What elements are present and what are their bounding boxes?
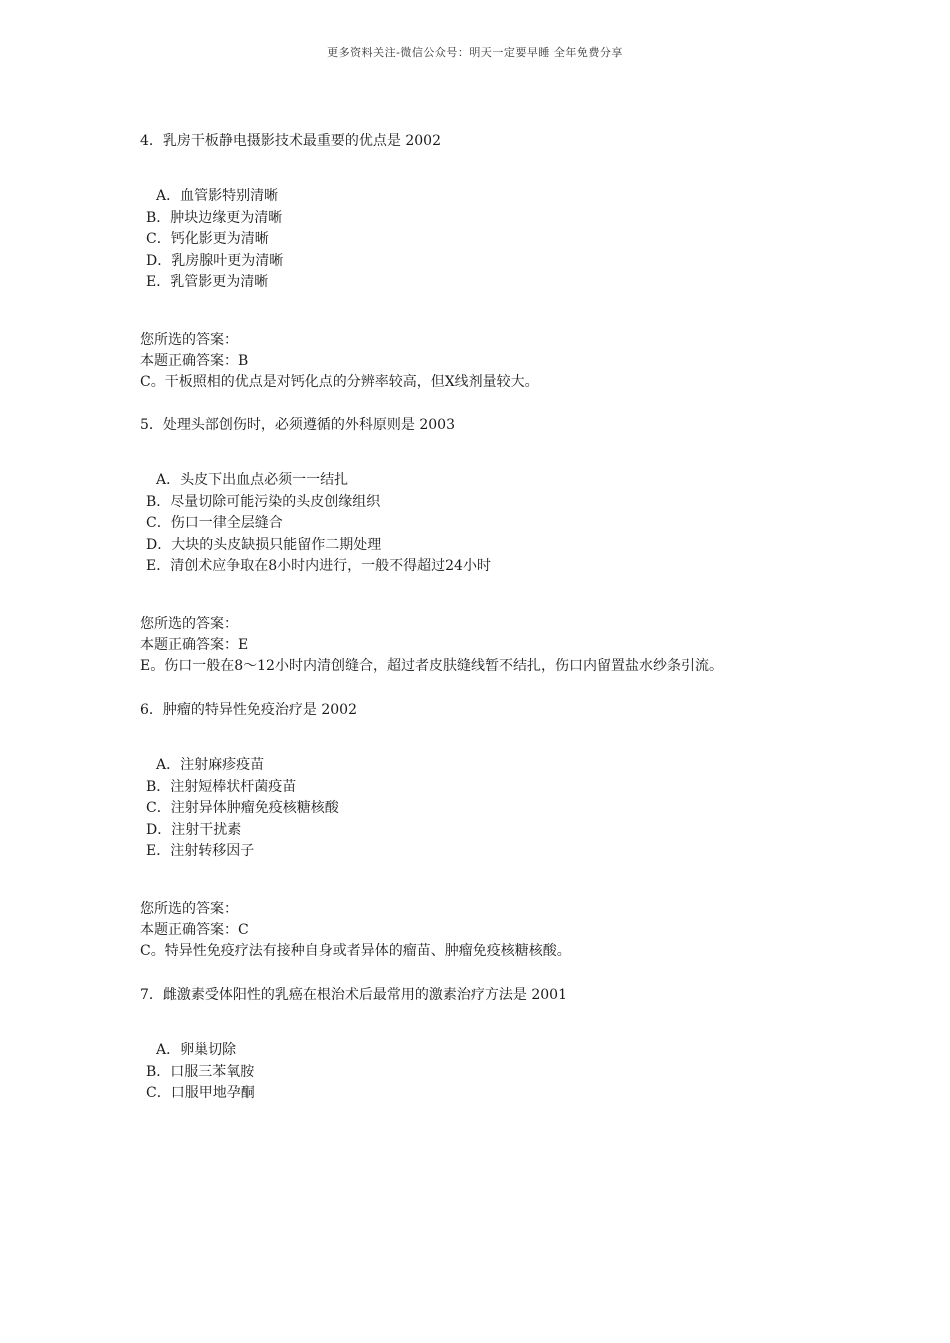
option-b: B．注射短棒状杆菌疫苗 <box>146 778 297 795</box>
question-5 <box>140 414 920 677</box>
question-6 <box>140 699 920 962</box>
question-title: 5．处理头部创伤时，必须遵循的外科原则是 2003 <box>140 417 455 433</box>
correct-answer: 本题正确答案：C <box>140 921 249 938</box>
question-title: 6．肿瘤的特异性免疫治疗是 2002 <box>140 702 357 718</box>
option-b: B．尽量切除可能污染的头皮创缘组织 <box>146 493 381 510</box>
option-e: E．乳管影更为清晰 <box>146 274 269 290</box>
option-a: A．头皮下出血点必须一一结扎 <box>156 472 349 488</box>
explanation: C。特异性免疫疗法有接种自身或者异体的瘤苗、肿瘤免疫核糖核酸。 <box>140 942 571 959</box>
your-answer: 您所选的答案： <box>140 615 238 632</box>
question-7 <box>140 984 920 1105</box>
option-b: B．肿块边缘更为清晰 <box>146 209 283 226</box>
option-c: C．口服甲地孕酮 <box>146 1085 255 1101</box>
option-d: D．注射干扰素 <box>146 821 242 838</box>
option-c: C．钙化影更为清晰 <box>146 231 269 247</box>
question-title: 7．雌激素受体阳性的乳癌在根治术后最常用的激素治疗方法是 2001 <box>140 987 567 1003</box>
question-4 <box>140 130 920 393</box>
option-e: E．清创术应争取在8小时内进行，一般不得超过24小时 <box>146 558 491 574</box>
options-list <box>140 1040 920 1105</box>
option-c: C．注射异体肿瘤免疫核糖核酸 <box>146 800 339 816</box>
option-a: A．卵巢切除 <box>156 1042 237 1058</box>
question-title: 4．乳房干板静电摄影技术最重要的优点是 2002 <box>140 133 441 149</box>
explanation: C。干板照相的优点是对钙化点的分辨率较高，但X线剂量较大。 <box>140 373 539 390</box>
correct-answer: 本题正确答案：B <box>140 352 249 369</box>
option-a: A．注射麻疹疫苗 <box>156 757 265 773</box>
options-list <box>140 755 920 863</box>
option-d: D．大块的头皮缺损只能留作二期处理 <box>146 536 382 553</box>
options-list <box>140 470 920 578</box>
option-b: B．口服三苯氧胺 <box>146 1063 255 1080</box>
page-header: 更多资料关注-微信公众号：明天一定要早睡 全年免费分享 <box>327 46 623 59</box>
explanation: E。伤口一般在8～12小时内清创缝合，超过者皮肤缝线暂不结扎，伤口内留置盐水纱条引流。 <box>140 657 723 674</box>
correct-answer: 本题正确答案：E <box>140 636 249 653</box>
option-a: A．血管影特别清晰 <box>156 188 279 204</box>
your-answer: 您所选的答案： <box>140 900 238 917</box>
answer-block <box>140 330 920 393</box>
option-d: D．乳房腺叶更为清晰 <box>146 252 284 269</box>
your-answer: 您所选的答案： <box>140 331 238 348</box>
answer-block <box>140 899 920 962</box>
option-e: E．注射转移因子 <box>146 843 255 859</box>
options-list <box>140 186 920 294</box>
option-c: C．伤口一律全层缝合 <box>146 515 283 531</box>
answer-block <box>140 614 920 677</box>
